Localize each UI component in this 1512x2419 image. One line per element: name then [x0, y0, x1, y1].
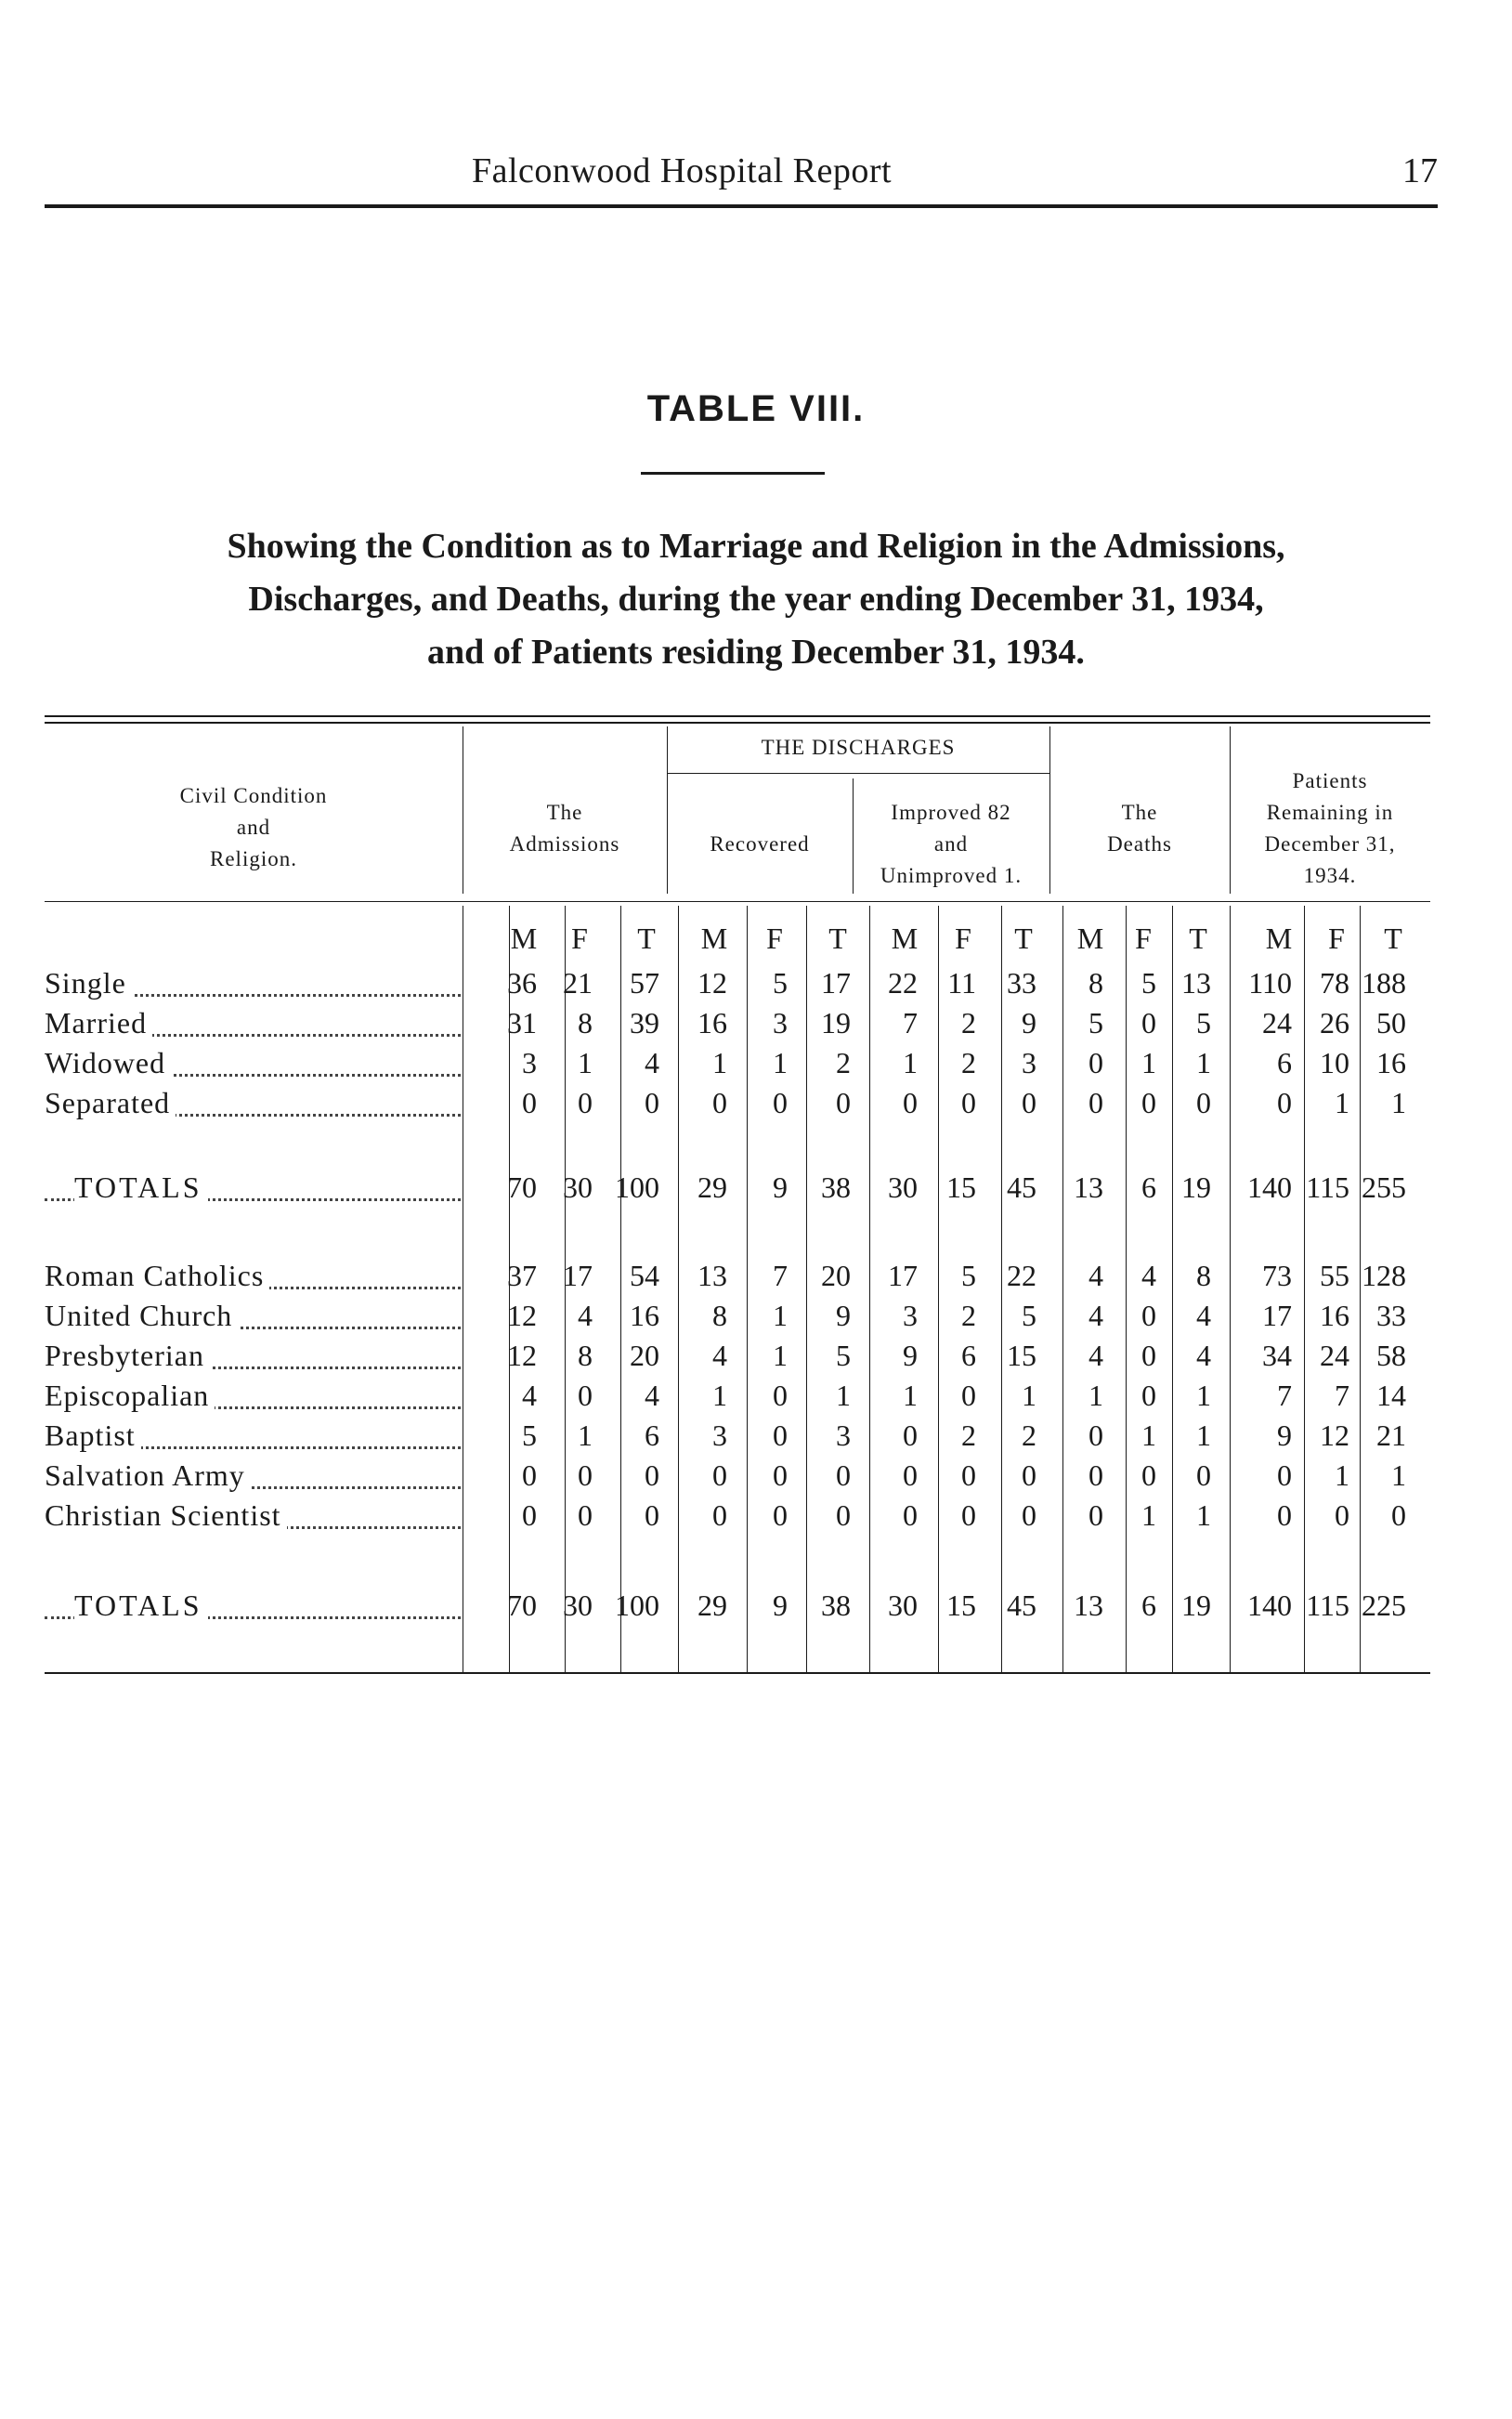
cell-value: 19: [1181, 1589, 1211, 1622]
cell-value: 1: [578, 1419, 593, 1452]
running-title: Falconwood Hospital Report: [472, 151, 893, 190]
cell-value: 7: [1335, 1379, 1349, 1412]
cell-value: 0: [1277, 1086, 1292, 1119]
cell-value: 16: [1320, 1299, 1349, 1332]
row-label-text: Single: [45, 966, 132, 1000]
row-label: [74, 1170, 208, 1205]
cell-value: 8: [712, 1299, 727, 1332]
cell-value: 0: [903, 1419, 918, 1452]
cell-value: 0: [1088, 1419, 1103, 1452]
row-label-text: Baptist: [45, 1419, 141, 1452]
cell-value: 0: [836, 1498, 851, 1532]
subheader-t: T: [637, 922, 656, 955]
cell-value: 0: [522, 1458, 537, 1492]
cell-value: 0: [578, 1498, 593, 1532]
cell-value: 0: [1141, 1006, 1156, 1040]
cell-value: 1: [1141, 1046, 1156, 1079]
cell-value: 0: [1022, 1458, 1036, 1492]
table-bottom-rule: [45, 1672, 1430, 1674]
running-header: [45, 139, 1438, 204]
discharges-header: THE DISCHARGES: [761, 736, 956, 759]
cell-value: 6: [1141, 1170, 1156, 1204]
cell-value: 1: [903, 1379, 918, 1412]
cell-value: 0: [645, 1498, 659, 1532]
table-row: [45, 1046, 1430, 1087]
table-row: [45, 1339, 1430, 1379]
cell-value: 19: [1181, 1170, 1211, 1204]
cell-value: 225: [1362, 1589, 1406, 1622]
cell-value: 19: [821, 1006, 851, 1040]
cell-value: 255: [1362, 1170, 1406, 1204]
row-label-text: Episcopalian: [45, 1379, 215, 1412]
cell-value: 0: [1088, 1458, 1103, 1492]
cell-value: 33: [1007, 966, 1036, 1000]
totals-row: [45, 1589, 1430, 1629]
cell-value: 5: [1088, 1006, 1103, 1040]
cell-value: 115: [1306, 1589, 1349, 1622]
cell-value: 1: [1335, 1458, 1349, 1492]
subheader-m: M: [510, 922, 538, 955]
caption-line: Discharges, and Deaths, during the year ending December 31, 1934,: [248, 580, 1264, 619]
subheader-t: T: [828, 922, 847, 955]
cell-value: 0: [578, 1086, 593, 1119]
cell-value: 0: [773, 1419, 788, 1452]
cell-value: 8: [1196, 1259, 1211, 1292]
cell-value: 0: [578, 1379, 593, 1412]
cell-value: 100: [615, 1589, 659, 1622]
cell-value: 0: [773, 1086, 788, 1119]
cell-value: 17: [563, 1259, 593, 1292]
cell-value: 9: [1022, 1006, 1036, 1040]
row-label-text: Married: [45, 1006, 152, 1040]
cell-value: 58: [1376, 1339, 1406, 1372]
table-top-rule: [45, 722, 1430, 724]
cell-value: 2: [1022, 1419, 1036, 1452]
cell-value: 9: [1277, 1419, 1292, 1452]
cell-value: 16: [697, 1006, 727, 1040]
header-bottom-rule: [45, 901, 1430, 902]
cell-value: 0: [1022, 1498, 1036, 1532]
cell-value: 45: [1007, 1589, 1036, 1622]
discharges-rule: [667, 773, 1049, 774]
cell-value: 1: [1141, 1498, 1156, 1532]
row-label-text: Separated: [45, 1086, 176, 1119]
cell-value: 45: [1007, 1170, 1036, 1204]
caption-line: and of Patients residing December 31, 1934.: [427, 633, 1085, 672]
cell-value: 2: [836, 1046, 851, 1079]
cell-value: 0: [1141, 1086, 1156, 1119]
cell-value: 21: [1376, 1419, 1406, 1452]
row-label-text: Presbyterian: [45, 1339, 210, 1372]
cell-value: 4: [645, 1379, 659, 1412]
cell-value: 0: [903, 1458, 918, 1492]
cell-value: 4: [1088, 1259, 1103, 1292]
cell-value: 5: [1196, 1006, 1211, 1040]
row-label: [45, 1379, 215, 1413]
cell-value: 4: [1196, 1339, 1211, 1372]
subheader-m: M: [891, 922, 919, 955]
cell-value: 24: [1262, 1006, 1292, 1040]
cell-value: 50: [1376, 1006, 1406, 1040]
cell-value: 3: [712, 1419, 727, 1452]
cell-value: 0: [773, 1379, 788, 1412]
remaining-header: Patients Remaining in December 31, 1934.: [1264, 769, 1396, 887]
cell-value: 6: [1141, 1589, 1156, 1622]
cell-value: 13: [697, 1259, 727, 1292]
cell-value: 37: [507, 1259, 537, 1292]
cell-value: 8: [578, 1339, 593, 1372]
cell-value: 0: [1277, 1458, 1292, 1492]
cell-value: 3: [522, 1046, 537, 1079]
cell-value: 1: [1141, 1419, 1156, 1452]
row-label: [45, 1339, 210, 1373]
cell-value: 5: [961, 1259, 976, 1292]
cell-value: 12: [507, 1299, 537, 1332]
cell-value: 0: [773, 1458, 788, 1492]
cell-value: 5: [1022, 1299, 1036, 1332]
cell-value: 100: [615, 1170, 659, 1204]
cell-value: 5: [836, 1339, 851, 1372]
cell-value: 9: [773, 1589, 788, 1622]
cell-value: 0: [961, 1498, 976, 1532]
cell-value: 4: [578, 1299, 593, 1332]
cell-value: 4: [1141, 1259, 1156, 1292]
cell-value: 1: [1196, 1046, 1211, 1079]
cell-value: 6: [961, 1339, 976, 1372]
cell-value: 140: [1247, 1589, 1292, 1622]
cell-value: 2: [961, 1046, 976, 1079]
cell-value: 0: [1391, 1498, 1406, 1532]
cell-value: 11: [947, 966, 976, 1000]
cell-value: 0: [1141, 1299, 1156, 1332]
cell-value: 9: [773, 1170, 788, 1204]
cell-value: 17: [888, 1259, 918, 1292]
cell-value: 15: [946, 1170, 976, 1204]
cell-value: 9: [836, 1299, 851, 1332]
cell-value: 115: [1306, 1170, 1349, 1204]
header-rule: [45, 204, 1438, 208]
cell-value: 1: [773, 1299, 788, 1332]
table-top-rule: [45, 715, 1430, 717]
cell-value: 13: [1074, 1170, 1103, 1204]
table-row: [45, 966, 1430, 1007]
table-caption: [37, 520, 1475, 679]
cell-value: 70: [507, 1589, 537, 1622]
cell-value: 16: [630, 1299, 659, 1332]
row-label-text: TOTALS: [74, 1170, 208, 1204]
table-row: [45, 1086, 1430, 1127]
cell-value: 17: [1262, 1299, 1292, 1332]
cell-value: 39: [630, 1006, 659, 1040]
cell-value: 6: [1277, 1046, 1292, 1079]
subheader-m: M: [1076, 922, 1104, 955]
cell-value: 7: [903, 1006, 918, 1040]
cell-value: 188: [1362, 966, 1406, 1000]
row-label-text: Roman Catholics: [45, 1259, 269, 1292]
cell-value: 4: [522, 1379, 537, 1412]
cell-value: 0: [1141, 1339, 1156, 1372]
cell-value: 20: [630, 1339, 659, 1372]
cell-value: 1: [773, 1046, 788, 1079]
cell-value: 0: [903, 1498, 918, 1532]
data-table: [45, 715, 1430, 1691]
cell-value: 7: [773, 1259, 788, 1292]
cell-value: 5: [1141, 966, 1156, 1000]
cell-value: 12: [1320, 1419, 1349, 1452]
cell-value: 0: [578, 1458, 593, 1492]
table-row: [45, 1299, 1430, 1340]
cell-value: 55: [1320, 1259, 1349, 1292]
cell-value: 0: [1022, 1086, 1036, 1119]
cell-value: 4: [1088, 1299, 1103, 1332]
row-label-text: United Church: [45, 1299, 238, 1332]
row-label: [45, 1006, 152, 1040]
cell-value: 38: [821, 1170, 851, 1204]
cell-value: 110: [1248, 966, 1292, 1000]
cell-value: 12: [507, 1339, 537, 1372]
cell-value: 8: [578, 1006, 593, 1040]
table-row: [45, 1259, 1430, 1300]
cell-value: 1: [1088, 1379, 1103, 1412]
cell-value: 13: [1074, 1589, 1103, 1622]
cell-value: 1: [1196, 1498, 1211, 1532]
cell-value: 140: [1247, 1170, 1292, 1204]
cell-value: 3: [836, 1419, 851, 1452]
cell-value: 0: [645, 1458, 659, 1492]
row-label: [45, 1046, 171, 1080]
cell-value: 8: [1088, 966, 1103, 1000]
cell-value: 73: [1262, 1259, 1292, 1292]
table-row: [45, 1458, 1430, 1499]
cell-value: 78: [1320, 966, 1349, 1000]
row-label: [45, 1086, 176, 1120]
page-number: 17: [1402, 151, 1438, 190]
cell-value: 7: [1277, 1379, 1292, 1412]
cell-value: 24: [1320, 1339, 1349, 1372]
cell-value: 0: [712, 1458, 727, 1492]
subheader-f: F: [1328, 922, 1345, 955]
subheader-t: T: [1189, 922, 1207, 955]
cell-value: 31: [507, 1006, 537, 1040]
cell-value: 1: [1196, 1419, 1211, 1452]
row-label: [45, 1259, 269, 1293]
short-rule: [641, 472, 825, 475]
cell-value: 0: [1141, 1458, 1156, 1492]
cell-value: 1: [1196, 1379, 1211, 1412]
cell-value: 3: [903, 1299, 918, 1332]
deaths-header: The Deaths: [1107, 801, 1172, 856]
cell-value: 2: [961, 1419, 976, 1452]
cell-value: 29: [697, 1589, 727, 1622]
cell-value: 0: [1141, 1379, 1156, 1412]
cell-value: 0: [645, 1086, 659, 1119]
cell-value: 0: [961, 1086, 976, 1119]
cell-value: 36: [507, 966, 537, 1000]
subheader-f: F: [766, 922, 783, 955]
cell-value: 1: [1391, 1458, 1406, 1492]
row-label-text: Christian Scientist: [45, 1498, 287, 1532]
cell-value: 1: [1335, 1086, 1349, 1119]
table-number: TABLE VIII.: [646, 388, 866, 429]
cell-value: 20: [821, 1259, 851, 1292]
row-label: [74, 1589, 208, 1623]
row-label: [45, 1498, 287, 1533]
cell-value: 1: [1391, 1086, 1406, 1119]
improved-header: Improved 82 and Unimproved 1.: [880, 801, 1023, 887]
cell-value: 29: [697, 1170, 727, 1204]
cell-value: 0: [836, 1458, 851, 1492]
cell-value: 1: [773, 1339, 788, 1372]
row-label: [45, 1419, 141, 1453]
caption-line: Showing the Condition as to Marriage and Religion in the Admissions,: [227, 527, 1285, 566]
cell-value: 4: [645, 1046, 659, 1079]
row-label-text: TOTALS: [74, 1589, 208, 1622]
cell-value: 54: [630, 1259, 659, 1292]
cell-value: 0: [1196, 1458, 1211, 1492]
cell-value: 10: [1320, 1046, 1349, 1079]
cell-value: 3: [773, 1006, 788, 1040]
admissions-header: The Admissions: [509, 801, 620, 856]
cell-value: 0: [522, 1086, 537, 1119]
cell-value: 5: [773, 966, 788, 1000]
cell-value: 30: [563, 1170, 593, 1204]
cell-value: 0: [1277, 1498, 1292, 1532]
cell-value: 9: [903, 1339, 918, 1372]
cell-value: 12: [697, 966, 727, 1000]
subheader-f: F: [571, 922, 588, 955]
cell-value: 1: [712, 1379, 727, 1412]
cell-value: 1: [1022, 1379, 1036, 1412]
cell-value: 0: [1088, 1498, 1103, 1532]
cell-value: 30: [888, 1589, 918, 1622]
cell-value: 30: [563, 1589, 593, 1622]
row-label: [45, 1458, 251, 1493]
row-label-text: Salvation Army: [45, 1458, 251, 1492]
totals-row: [45, 1170, 1430, 1211]
cell-value: 1: [578, 1046, 593, 1079]
cell-value: 16: [1376, 1046, 1406, 1079]
subheader-f: F: [955, 922, 971, 955]
table-row: [45, 1379, 1430, 1419]
row-label-text: Widowed: [45, 1046, 171, 1079]
stub-header: Civil Condition and Religion.: [179, 784, 328, 870]
cell-value: 1: [712, 1046, 727, 1079]
cell-value: 2: [961, 1006, 976, 1040]
cell-value: 0: [961, 1458, 976, 1492]
cell-value: 0: [1088, 1046, 1103, 1079]
subheader-f: F: [1135, 922, 1152, 955]
cell-value: 14: [1376, 1379, 1406, 1412]
cell-value: 70: [507, 1170, 537, 1204]
cell-value: 3: [1022, 1046, 1036, 1079]
cell-value: 0: [712, 1498, 727, 1532]
cell-value: 5: [522, 1419, 537, 1452]
cell-value: 0: [1088, 1086, 1103, 1119]
row-label: [45, 966, 132, 1000]
cell-value: 4: [1088, 1339, 1103, 1372]
cell-value: 33: [1376, 1299, 1406, 1332]
table-row: [45, 1498, 1430, 1539]
cell-value: 34: [1262, 1339, 1292, 1372]
cell-value: 0: [903, 1086, 918, 1119]
cell-value: 0: [1335, 1498, 1349, 1532]
cell-value: 21: [563, 966, 593, 1000]
cell-value: 6: [645, 1419, 659, 1452]
cell-value: 0: [773, 1498, 788, 1532]
cell-value: 0: [1196, 1086, 1211, 1119]
cell-value: 22: [888, 966, 918, 1000]
cell-value: 15: [1007, 1339, 1036, 1372]
subheader-m: M: [700, 922, 728, 955]
table-row: [45, 1419, 1430, 1459]
cell-value: 38: [821, 1589, 851, 1622]
cell-value: 4: [712, 1339, 727, 1372]
cell-value: 1: [836, 1379, 851, 1412]
cell-value: 0: [961, 1379, 976, 1412]
subheader-t: T: [1384, 922, 1402, 955]
cell-value: 0: [836, 1086, 851, 1119]
cell-value: 26: [1320, 1006, 1349, 1040]
cell-value: 15: [946, 1589, 976, 1622]
cell-value: 128: [1362, 1259, 1406, 1292]
table-row: [45, 1006, 1430, 1047]
cell-value: 0: [522, 1498, 537, 1532]
cell-value: 1: [903, 1046, 918, 1079]
cell-value: 22: [1007, 1259, 1036, 1292]
cell-value: 17: [821, 966, 851, 1000]
cell-value: 2: [961, 1299, 976, 1332]
cell-value: 57: [630, 966, 659, 1000]
cell-value: 4: [1196, 1299, 1211, 1332]
recovered-header: Recovered: [710, 832, 810, 856]
cell-value: 13: [1181, 966, 1211, 1000]
subheader-m: M: [1265, 922, 1293, 955]
cell-value: 0: [712, 1086, 727, 1119]
row-label: [45, 1299, 238, 1333]
cell-value: 30: [888, 1170, 918, 1204]
subheader-t: T: [1014, 922, 1033, 955]
